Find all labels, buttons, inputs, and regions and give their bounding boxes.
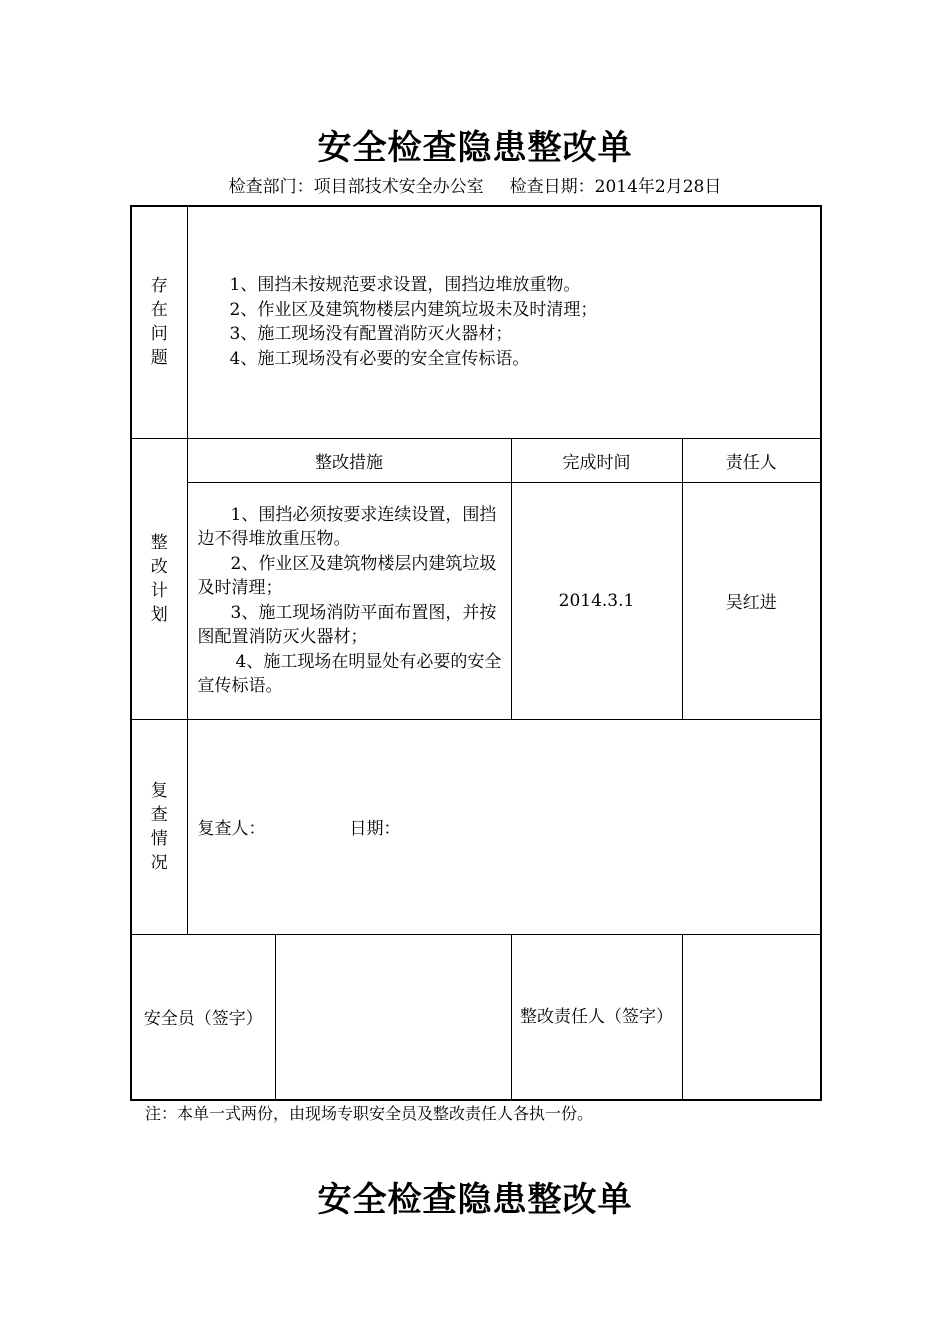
inspection-date: 检查日期：2014年2月28日 — [509, 177, 722, 197]
review-content — [187, 719, 821, 934]
issue-item: 4、施工现场没有必要的安全宣传标语。 — [229, 348, 530, 369]
issue-item: 3、施工现场没有配置消防灭火器材； — [229, 324, 513, 345]
reviewer-label: 复查人： — [197, 819, 266, 839]
rectify-owner-signature[interactable] — [682, 934, 821, 1100]
inspection-department: 检查部门：项目部技术安全办公室 — [228, 177, 484, 197]
measure-item: 2、作业区及建筑物楼层内建筑垃圾及时清理； — [197, 553, 497, 598]
issue-item: 1、围挡未按规范要求设置，围挡边堆放重物。 — [229, 275, 581, 296]
owner-value: 吴红进 — [682, 482, 821, 719]
measure-item: 1、围挡必须按要求连续设置，围挡边不得堆放重压物。 — [197, 504, 497, 549]
plan-label: 整 改 计 划 — [131, 438, 187, 719]
inspection-meta — [0, 172, 950, 197]
rectification-form — [130, 205, 822, 1101]
measure-item: 3、施工现场消防平面布置图，并按图配置消防灭火器材； — [197, 602, 497, 647]
measures-header: 整改措施 — [187, 438, 511, 482]
owner-header: 责任人 — [682, 438, 821, 482]
document-title: 安全检查隐患整改单 — [317, 128, 633, 168]
rectify-owner-label: 整改责任人（签字） — [511, 934, 682, 1100]
next-document-title: 安全检查隐患整改单 — [317, 1180, 633, 1220]
deadline-value: 2014.3.1 — [511, 482, 682, 719]
measure-item: 4、施工现场在明显处有必要的安全宣传标语。 — [197, 651, 502, 696]
footnote: 注：本单一式两份，由现场专职安全员及整改责任人各执一份。 — [145, 1104, 594, 1123]
deadline-header: 完成时间 — [511, 438, 682, 482]
issue-item: 2、作业区及建筑物楼层内建筑垃圾未及时清理； — [229, 299, 598, 320]
issues-content — [187, 206, 821, 438]
measures-content — [187, 482, 511, 719]
safety-officer-signature[interactable] — [275, 934, 511, 1100]
safety-officer-label: 安全员（签字） — [131, 934, 275, 1100]
issues-label: 存 在 问 题 — [131, 206, 187, 438]
review-label: 复 查 情 况 — [131, 719, 187, 934]
review-date-label: 日期： — [349, 819, 401, 839]
